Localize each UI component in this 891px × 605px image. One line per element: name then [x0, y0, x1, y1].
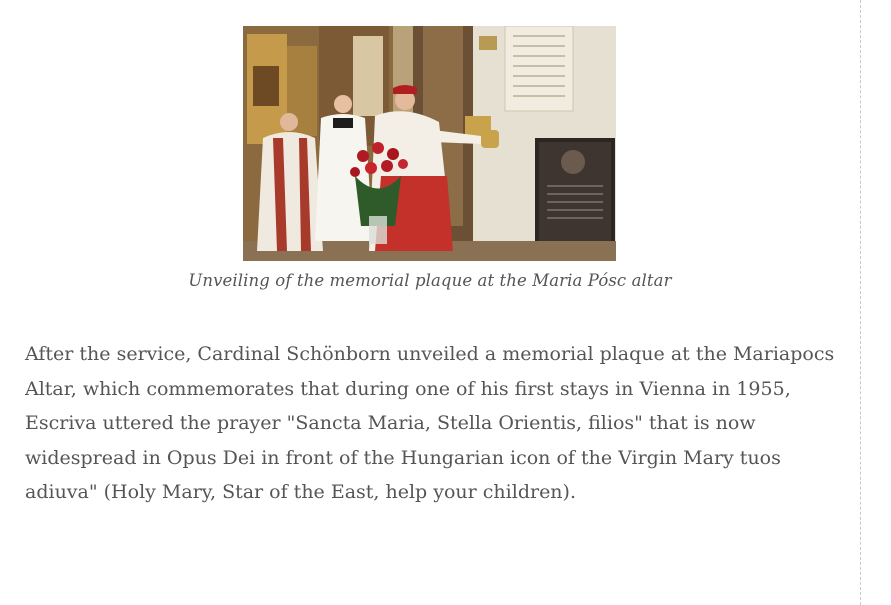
ceremony-photo — [243, 26, 616, 261]
figure — [0, 26, 860, 290]
article-paragraph: After the service, Cardinal Schönborn unveiled a memorial plaque at the Mariapocs Altar, which commemorates that during one of his first stays in Vienna in 1955, Escriva uttered the prayer "Sancta Maria, Stella Orientis, filios" that is now widespread in Opus Dei in front of the Hungarian icon of the Virgin Mary tuos adiuva" (Holy Mary, Star of the East, help your children). — [25, 343, 835, 503]
figure-caption: Unveiling of the memorial plaque at the Maria Pósc altar — [188, 271, 672, 290]
content-divider — [860, 0, 861, 605]
